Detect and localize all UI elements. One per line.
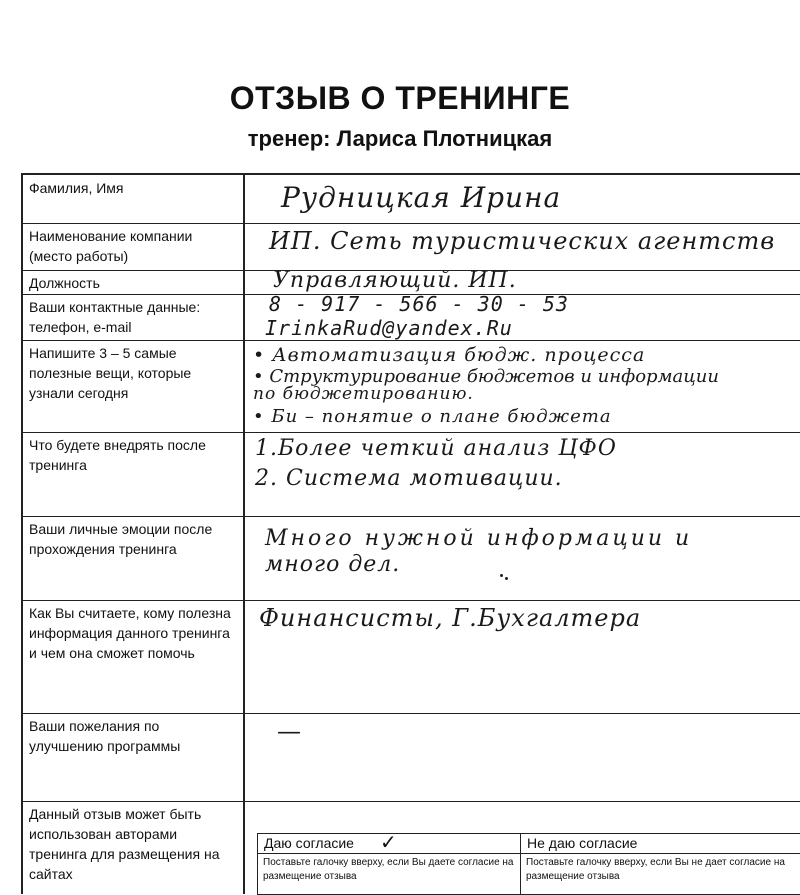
page-title: ОТЗЫВ О ТРЕНИНГЕ (229, 80, 571, 116)
form-row-useful (23, 340, 800, 433)
consent-disagree-note: Поставьте галочку вверху, если Вы не дает согласие на размещение отзыва (526, 857, 785, 882)
form-row-suggestions (23, 713, 800, 802)
handwritten-answer: • Структурирование бюджетов и информации (253, 366, 719, 387)
row-label: Фамилия, Имя (23, 175, 245, 223)
row-answer (245, 294, 800, 340)
handwritten-answer: 1.Более четкий анализ ЦФО (255, 436, 617, 461)
row-label: Наименование компании (место работы) (23, 223, 245, 270)
handwritten-phone: 8 - 917 - 566 - 30 - 53 (269, 292, 569, 316)
handwritten-answer: — (277, 717, 302, 745)
row-answer (245, 600, 800, 713)
row-answer (245, 340, 800, 432)
row-answer (245, 801, 800, 894)
consent-disagree-option[interactable] (521, 834, 800, 894)
form-row-emotions (23, 516, 800, 601)
row-label: Ваши пожелания по улучшению программы (23, 713, 245, 801)
consent-options (257, 830, 800, 895)
handwritten-answer: Рудницкая Ирина (281, 181, 562, 214)
handwritten-answer: • Автоматизация бюдж. процесса (253, 344, 646, 366)
handwritten-answer: по бюджетированию. (253, 384, 474, 404)
handwritten-answer: • Би – понятие о плане бюджета (253, 406, 612, 427)
handwritten-answer: 2. Система мотивации. (255, 466, 563, 491)
handwritten-answer: много дел. (265, 552, 401, 577)
row-label: Данный отзыв может быть использован авторами тренинга для размещения на сайтах (23, 801, 245, 894)
ink-mark (500, 574, 503, 577)
row-answer (245, 175, 800, 223)
consent-agree-label (258, 830, 520, 854)
agree-text: Даю согласие (264, 835, 354, 851)
row-label: Ваши контактные данные: телефон, e-mail (23, 294, 245, 340)
feedback-form-table (21, 173, 800, 894)
handwritten-answer: ИП. Сеть туристических агентств (269, 227, 776, 255)
ink-mark (505, 577, 508, 580)
form-row-implement (23, 432, 800, 517)
row-label: Ваши личные эмоции после прохождения тренинга (23, 516, 245, 600)
row-label: Что будете внедрять после тренинга (23, 432, 245, 516)
handwritten-answer: Управляющий. ИП. (273, 268, 517, 293)
row-label: Напишите 3 – 5 самые полезные вещи, которые узнали сегодня (23, 340, 245, 432)
checkmark-icon: ✓ (380, 830, 397, 854)
handwritten-answer: Финансисты, Г.Бухгалтера (259, 604, 642, 632)
row-answer (245, 516, 800, 600)
consent-agree-note: Поставьте галочку вверху, если Вы даете согласие на размещение отзыва (263, 857, 514, 882)
form-row-name (23, 175, 800, 224)
row-label: Как Вы считаете, кому полезна информация данного тренинга и чем она сможет помочь (23, 600, 245, 713)
form-row-benefit (23, 600, 800, 714)
form-row-contacts (23, 294, 800, 341)
row-answer (245, 432, 800, 516)
handwritten-answer: Много нужной информации и (265, 526, 693, 551)
row-answer (245, 223, 800, 270)
form-row-consent (23, 801, 800, 894)
form-row-company (23, 223, 800, 271)
consent-disagree-label: Не даю согласие (521, 834, 800, 854)
consent-agree-option[interactable] (258, 830, 521, 894)
row-answer (245, 713, 800, 801)
row-answer (245, 270, 800, 294)
row-label: Должность (23, 270, 245, 294)
trainer-subtitle: тренер: Лариса Плотницкая (247, 126, 553, 151)
handwritten-email: IrinkaRud@yandex.Ru (265, 316, 513, 340)
